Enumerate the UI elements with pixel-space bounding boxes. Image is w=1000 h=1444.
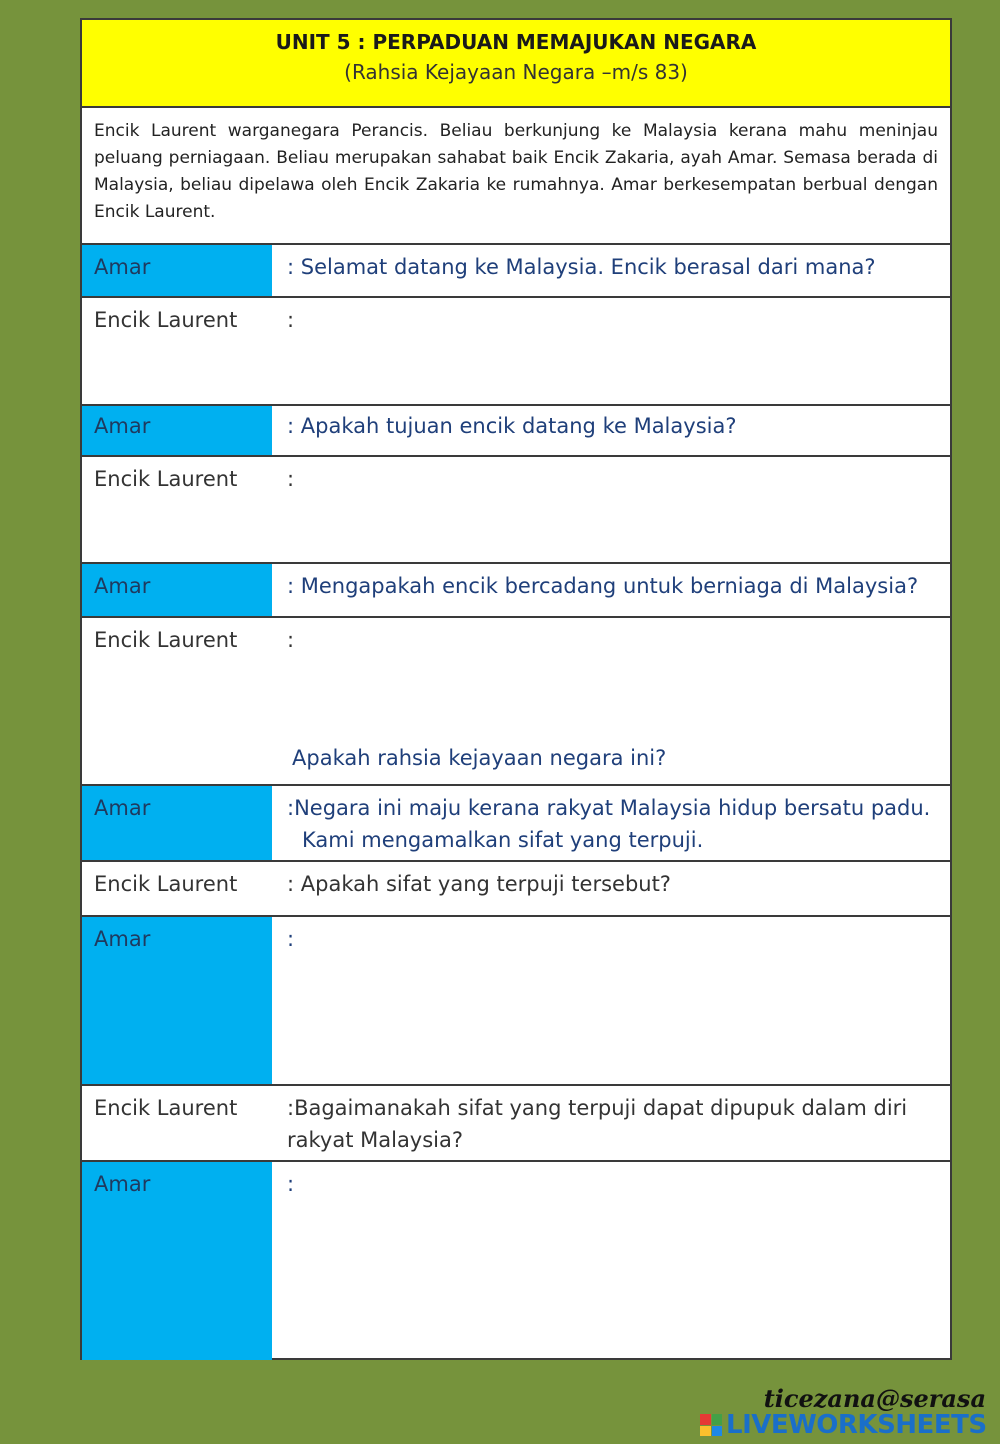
dialogue-line: : Apakah sifat yang terpuji tersebut? xyxy=(287,872,671,896)
speaker-label: Amar xyxy=(82,786,272,860)
worksheet xyxy=(80,18,952,1360)
dialogue-row[interactable] xyxy=(82,618,950,786)
dialogue-line-continued: rakyat Malaysia? xyxy=(287,1128,464,1152)
worksheet-header xyxy=(82,20,950,108)
page-subtitle: (Rahsia Kejayaan Negara –m/s 83) xyxy=(344,60,688,84)
answer-field[interactable]: : xyxy=(287,927,295,951)
answer-field[interactable]: : xyxy=(287,628,295,652)
liveworksheets-logo[interactable] xyxy=(700,1410,987,1440)
answer-field[interactable]: : xyxy=(287,1172,295,1196)
dialogue-row[interactable] xyxy=(82,298,950,406)
dialogue-row[interactable] xyxy=(82,457,950,564)
question-line: Apakah rahsia kejayaan negara ini? xyxy=(292,746,667,770)
page-title: UNIT 5 : PERPADUAN MEMAJUKAN NEGARA xyxy=(275,30,757,54)
dialogue-line: : Selamat datang ke Malaysia. Encik berasal dari mana? xyxy=(287,255,876,279)
dialogue-row xyxy=(82,406,950,457)
dialogue-row xyxy=(82,245,950,298)
speaker-label: Amar xyxy=(82,1162,272,1360)
speaker-label: Encik Laurent xyxy=(94,872,238,896)
speaker-label: Amar xyxy=(82,245,272,296)
dialogue-row xyxy=(82,862,950,917)
brand-text: LIVEWORKSHEETS xyxy=(726,1410,987,1440)
speaker-label: Amar xyxy=(82,564,272,616)
dialogue-line: :Negara ini maju kerana rakyat Malaysia hidup bersatu padu. xyxy=(287,796,931,820)
speaker-label: Encik Laurent xyxy=(94,628,238,652)
dialogue-row xyxy=(82,1086,950,1162)
speaker-label: Encik Laurent xyxy=(94,1096,238,1120)
dialogue-line: : Mengapakah encik bercadang untuk berniaga di Malaysia? xyxy=(287,574,919,598)
speaker-label: Amar xyxy=(82,917,272,1084)
dialogue-row xyxy=(82,786,950,862)
dialogue-line: : Apakah tujuan encik datang ke Malaysia? xyxy=(287,414,737,438)
dialogue-line: :Bagaimanakah sifat yang terpuji dapat dipupuk dalam diri xyxy=(287,1096,908,1120)
intro-paragraph: Encik Laurent warganegara Perancis. Beliau berkunjung ke Malaysia kerana mahu meninjau peluang perniagaan. Beliau merupakan sahabat baik Encik Zakaria, ayah Amar. Semasa berada di Malaysia, beliau dipelawa oleh Encik Zakaria ke rumahnya. Amar berkesempatan berbual dengan Encik Laurent. xyxy=(82,108,950,245)
liveworksheets-icon xyxy=(700,1414,722,1436)
speaker-label: Encik Laurent xyxy=(94,308,238,332)
dialogue-line-continued: Kami mengamalkan sifat yang terpuji. xyxy=(302,828,704,852)
answer-field[interactable]: : xyxy=(287,467,295,491)
speaker-label: Amar xyxy=(82,406,272,455)
dialogue-row[interactable] xyxy=(82,1162,950,1360)
dialogue-row xyxy=(82,564,950,618)
author-credit: ticezana@serasa xyxy=(763,1384,986,1413)
speaker-label: Encik Laurent xyxy=(94,467,238,491)
answer-field[interactable]: : xyxy=(287,308,295,332)
dialogue-row[interactable] xyxy=(82,917,950,1086)
